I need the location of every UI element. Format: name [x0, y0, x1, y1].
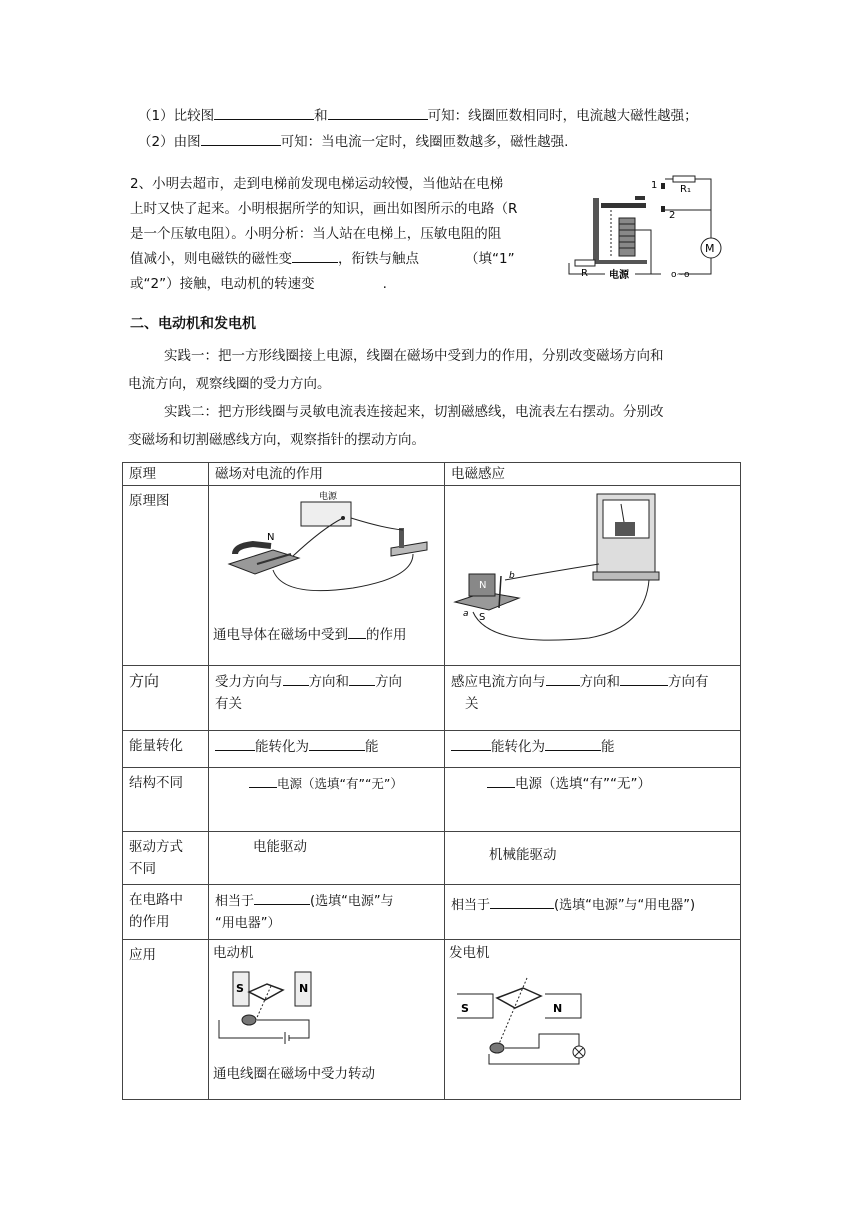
force-caption: 通电导体在磁场中受到 的作用: [213, 623, 440, 646]
structure-blank-1[interactable]: [249, 772, 277, 788]
power-box-label: 电源: [319, 492, 338, 502]
elevator-circuit-diagram: [565, 170, 725, 282]
table-cell: 电源（选填“有”“无”）: [209, 768, 445, 832]
table-cell: 能转化为 能: [209, 731, 445, 768]
table-cell: 电能驱动: [209, 832, 445, 885]
role-blank-2[interactable]: [490, 893, 554, 909]
table-cell: 结构不同: [123, 768, 209, 832]
table-row: [123, 768, 741, 832]
q2-line: 上时又快了起来。小明根据所学的知识，画出如图所示的电路（R: [130, 201, 518, 217]
motor-title: 电动机: [213, 945, 254, 961]
q2-line: 或“2”）接触，电动机的转速变 .: [130, 276, 387, 292]
role-blank-1[interactable]: [254, 889, 310, 905]
q2-text-block: [130, 172, 560, 297]
wire-end-a-label: a: [463, 609, 469, 619]
power-label: 电源: [609, 270, 629, 281]
table-cell: 应用: [123, 940, 209, 1100]
table-cell: [209, 940, 445, 1100]
energy-blank-3[interactable]: [451, 735, 491, 751]
table-row: [123, 486, 741, 666]
energy-blank-1[interactable]: [215, 735, 255, 751]
force-direction-blank-2[interactable]: [349, 670, 375, 686]
q1-blank-2[interactable]: [328, 104, 428, 120]
motor-caption: 通电线圈在磁场中受力转动: [213, 1066, 375, 1082]
generator-title: 发电机: [449, 945, 490, 961]
q2-line: 值减小，则电磁铁的磁性变 ，衔铁与触点 （填“1”: [130, 247, 560, 272]
wire-end-b-label: b: [509, 571, 515, 581]
motor-diagram: [213, 964, 323, 1064]
q1-text: 和: [314, 108, 328, 124]
q2-blank-1[interactable]: [292, 247, 338, 263]
table-row: [123, 832, 741, 885]
table-row: [123, 940, 741, 1100]
force-caption-blank[interactable]: [348, 623, 366, 639]
generator-n-label: N: [553, 1002, 563, 1015]
current-direction-blank-2[interactable]: [620, 670, 668, 686]
table-cell: 电源（选填“有”“无”）: [445, 768, 741, 832]
q1-text: （1）比较图: [138, 108, 215, 124]
contact-1-label: 1: [651, 180, 658, 191]
svg-text:o~o: o~o: [671, 270, 690, 280]
q2-line: 2、小明去超市，走到电梯前发现电梯运动较慢，当他站在电梯: [130, 176, 504, 192]
force-on-conductor-diagram: [213, 488, 433, 606]
magnet-n-label: N: [479, 580, 487, 591]
table-row: [123, 666, 741, 731]
induction-diagram: [449, 488, 739, 656]
structure-blank-2[interactable]: [487, 772, 515, 788]
energy-blank-4[interactable]: [545, 735, 601, 751]
table-cell: 驱动方式 不同: [123, 832, 209, 885]
q1-blank-3[interactable]: [201, 130, 281, 146]
q2-line: 是一个压敏电阻）。小明分析：当人站在电梯上，压敏电阻的阻: [130, 226, 502, 242]
current-direction-blank-1[interactable]: [546, 670, 580, 686]
motor-label: M: [705, 242, 715, 255]
table-cell: 在电路中 的作用: [123, 885, 209, 940]
practice-1-line: 电流方向，观察线圈的受力方向。: [128, 376, 331, 392]
table-cell: 磁场对电流的作用: [209, 463, 445, 486]
motor-n-label: N: [299, 982, 309, 995]
table-cell: [209, 486, 445, 666]
r-label: R: [581, 268, 588, 279]
practice-1-line: 实践一：把一方形线圈接上电源，线圈在磁场中受到力的作用，分别改变磁场方向和: [164, 348, 664, 364]
q1-blank-1[interactable]: [214, 104, 314, 120]
contact-2-label: 2: [669, 210, 676, 221]
table-cell: 电磁感应: [445, 463, 741, 486]
table-row: [123, 731, 741, 768]
q1-text: （2）由图: [138, 134, 201, 150]
table-cell: [445, 486, 741, 666]
r1-label: R₁: [680, 184, 691, 195]
section-heading: 二、电动机和发电机: [130, 316, 256, 332]
generator-diagram: [449, 964, 609, 1074]
practice-2-line: 实践二：把方形线圈与灵敏电流表连接起来，切割磁感线，电流表左右摆动。分别改: [164, 404, 664, 420]
table-cell: [445, 940, 741, 1100]
table-cell: 感应电流方向与 方向和 方向有 关: [445, 666, 741, 731]
energy-blank-2[interactable]: [309, 735, 365, 751]
table-cell: 能转化为 能: [445, 731, 741, 768]
motor-s-label: S: [236, 982, 244, 995]
q1-line-1: [138, 104, 698, 126]
table-cell: 方向: [123, 666, 209, 731]
q1-text: 可知：当电流一定时，线圈匝数越多，磁性越强.: [280, 134, 569, 150]
table-cell: 相当于 (选填“电源”与 “用电器”）: [209, 885, 445, 940]
table-cell: 能量转化: [123, 731, 209, 768]
table-cell: 相当于 (选填“电源”与“用电器”): [445, 885, 741, 940]
q1-line-2: [138, 130, 568, 152]
table-cell: 原理图: [123, 486, 209, 666]
table-row: [123, 463, 741, 486]
q1-text: 可知：线圈匝数相同时，电流越大磁性越强；: [427, 108, 698, 124]
magnet-s-label: S: [479, 612, 486, 623]
table-row: [123, 885, 741, 940]
comparison-table: [122, 462, 741, 1100]
magnet-n-label: N: [267, 532, 275, 543]
practice-2-line: 变磁场和切割磁感线方向，观察指针的摆动方向。: [128, 432, 425, 448]
table-cell: 机械能驱动: [445, 832, 741, 885]
generator-s-label: S: [461, 1002, 469, 1015]
table-cell: 受力方向与 方向和 方向 有关: [209, 666, 445, 731]
practice-text: [128, 342, 748, 454]
force-direction-blank-1[interactable]: [283, 670, 309, 686]
table-cell: 原理: [123, 463, 209, 486]
